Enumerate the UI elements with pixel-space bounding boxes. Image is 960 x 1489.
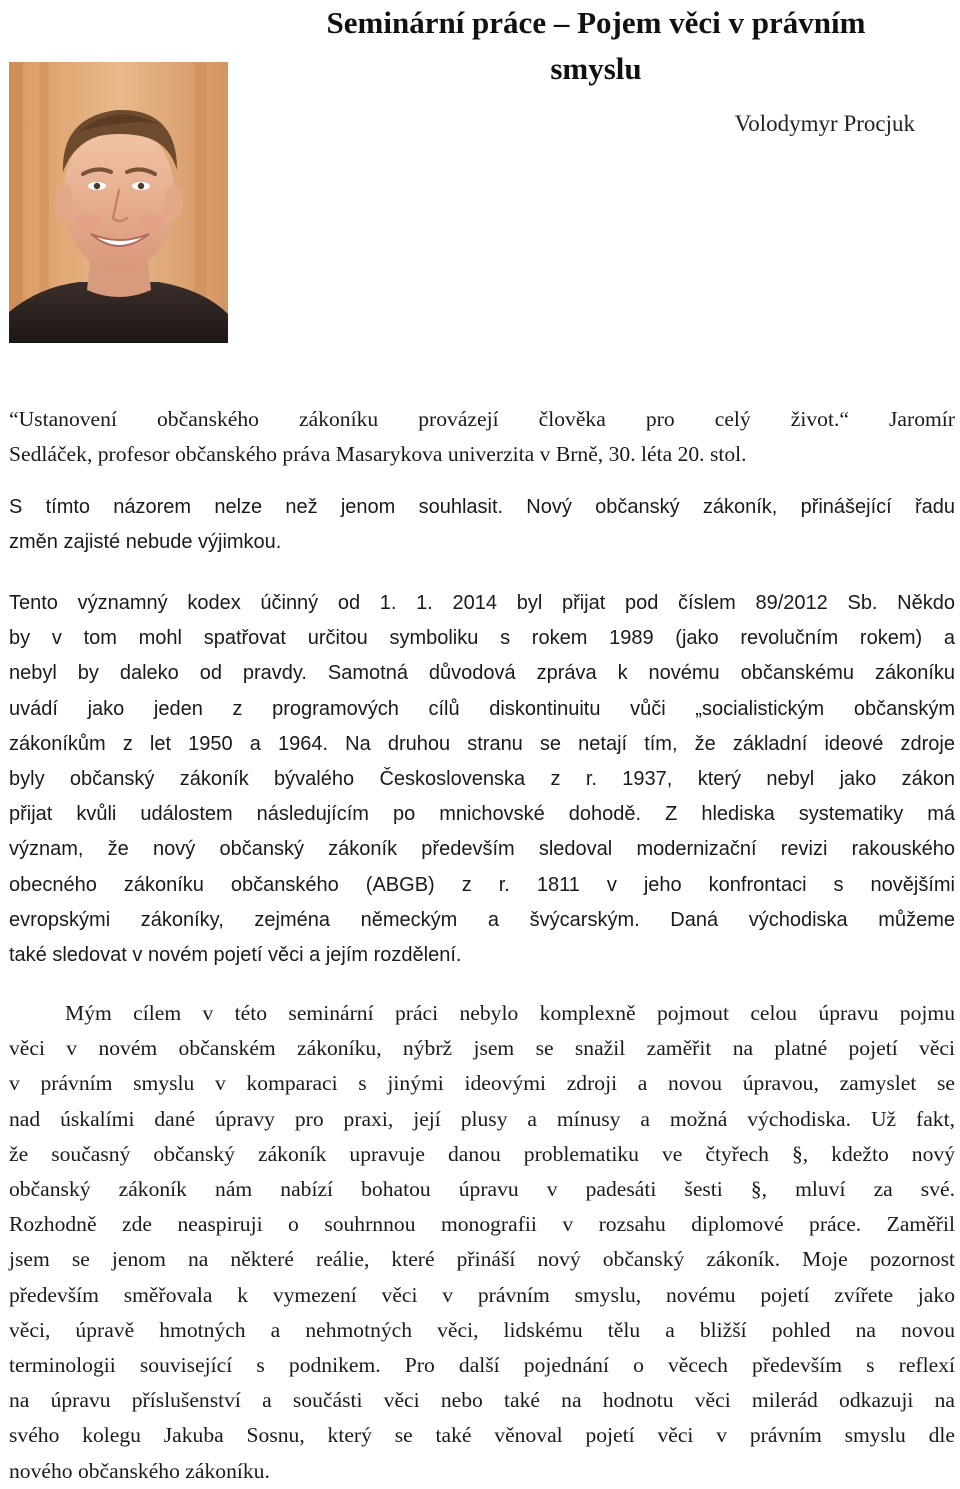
paragraph-line: změn zajisté nebude výjimkou. — [9, 531, 282, 554]
paragraph-code-history — [9, 586, 955, 973]
paragraph-agreement — [9, 490, 955, 560]
paragraph-line: nového občanského zákoníku. — [9, 1458, 270, 1483]
title-line-1: Seminární práce – Pojem věci v právním — [326, 5, 866, 40]
paragraph-line: nebyl by daleko od pravdy. Samotná důvodová zpráva k novému občanskému zákoníku — [9, 662, 955, 685]
paragraph-line: svého kolegu Jakuba Sosnu, který se také věnoval pojetí věci v právním smyslu dle — [9, 1423, 955, 1448]
document-title — [240, 0, 952, 92]
paragraph-line: občanský zákoník nám nabízí bohatou úpravu v padesáti šesti §, mluví za své. — [9, 1177, 955, 1202]
paragraph-line: Rozhodně zde neaspiruji o souhrnnou monografii v rozsahu diplomové práce. Zaměřil — [9, 1212, 955, 1237]
paragraph-line: že současný občanský zákoník upravuje danou problematiku ve čtyřech §, kdežto nový — [9, 1141, 955, 1166]
paragraph-line: význam, že nový občanský zákoník především sledoval modernizační revizi rakouského — [9, 838, 955, 861]
paragraph-line: by v tom mohl spatřovat určitou symboliku s rokem 1989 (jako revolučním rokem) a — [9, 627, 955, 650]
paragraph-line: v právním smyslu v komparaci s jinými ideovými zdroji a novou úpravou, zamyslet se — [9, 1071, 955, 1096]
author-portrait-image — [9, 62, 228, 343]
paragraph-line: také sledovat v novém pojetí věci a jejím rozdělení. — [9, 944, 462, 967]
paragraph-line: terminologii související s podnikem. Pro další pojednání o věcech především s reflexí — [9, 1353, 955, 1378]
paragraph-line: byly občanský zákoník bývalého Československa z r. 1937, který nebyl jako zákon — [9, 768, 955, 791]
paragraph-line: především směřovala k vymezení věci v právním smyslu, novému pojetí zvířete jako — [9, 1282, 955, 1307]
paragraph-line: Tento významný kodex účinný od 1. 1. 2014 byl přijat pod číslem 89/2012 Sb. Někdo — [9, 592, 955, 614]
quote-line: “Ustanovení občanského zákoníku provázejí člověka pro celý život.“ Jaromír — [9, 407, 955, 431]
paragraph-line: zákoníkům z let 1950 a 1964. Na druhou stranu se netají tím, že základní ideové zdroje — [9, 732, 955, 755]
paragraph-line: věci v novém občanském zákoníku, nýbrž jsem se snažil zaměřit na platné pojetí věci — [9, 1036, 955, 1061]
quote-paragraph — [9, 402, 955, 472]
paragraph-line: obecného zákoníku občanského (ABGB) z r. 1811 v jeho konfrontaci s novějšími — [9, 873, 955, 896]
paragraph-goals — [9, 996, 955, 1489]
paragraph-line: Mým cílem v této seminární práci nebylo komplexně pojmout celou úpravu pojmu — [65, 1001, 955, 1025]
paragraph-line: věci, úpravě hmotných a nehmotných věci, lidskému tělu a bližší pohled na novou — [9, 1317, 955, 1342]
paragraph-line: uvádí jako jeden z programových cílů diskontinuitu vůči „socialistickým občanským — [9, 697, 955, 720]
author-photo — [9, 62, 228, 343]
paragraph-line: na úpravu příslušenství a součásti věci nebo také na hodnotu věci milerád odkazuji na — [9, 1388, 955, 1413]
quote-line: Sedláček, profesor občanského práva Masarykova univerzita v Brně, 30. léta 20. stol. — [9, 442, 747, 467]
paragraph-line: jsem se jenom na některé reálie, které přináší nový občanský zákoník. Moje pozornost — [9, 1247, 955, 1272]
paragraph-line: nad úskalími dané úpravy pro praxi, její plusy a mínusy a možná východiska. Už fakt, — [9, 1106, 955, 1131]
author-name: Volodymyr Procjuk — [734, 111, 915, 136]
paragraph-line: S tímto názorem nelze než jenom souhlasit. Nový občanský zákoník, přinášející řadu — [9, 496, 955, 518]
title-line-2: smyslu — [550, 51, 642, 86]
paragraph-line: přijat kvůli událostem následujícím po mnichovské dohodě. Z hlediska systematiky má — [9, 803, 955, 826]
paragraph-line: evropskými zákoníky, zejména německým a švýcarským. Daná východiska můžeme — [9, 908, 955, 931]
